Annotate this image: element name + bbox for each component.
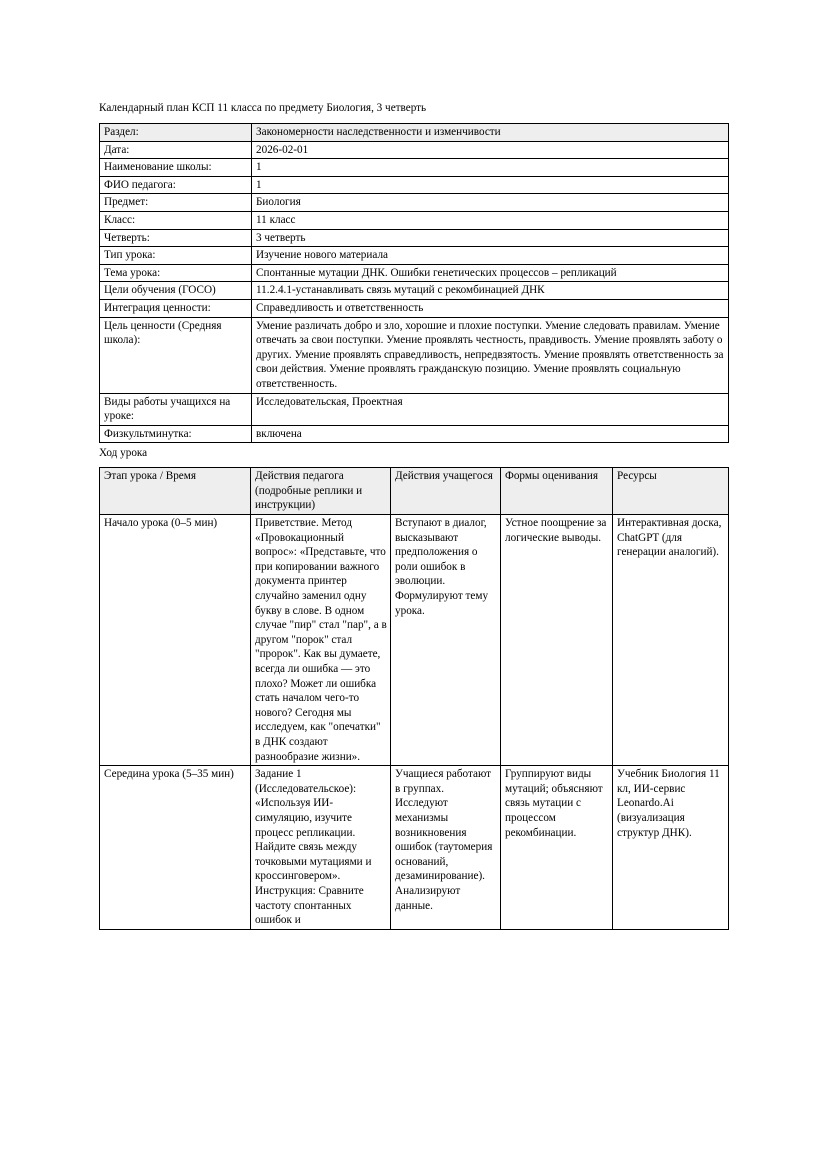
column-header: Этап урока / Время xyxy=(100,468,251,515)
table-row xyxy=(100,393,729,425)
lesson-stage-cell: Начало урока (0–5 мин) xyxy=(100,515,251,766)
info-row-label: Тема урока: xyxy=(100,264,252,282)
info-row-label: ФИО педагога: xyxy=(100,176,252,194)
column-header: Ресурсы xyxy=(613,468,729,515)
student-actions-cell: Учащиеся работают в группах. Исследуют механизмы возникновения ошибок (таутомерия оснований, дезаминирование). Анализируют данные. xyxy=(391,766,501,930)
info-row-value: 1 xyxy=(252,176,729,194)
info-row-label: Цели обучения (ГОСО) xyxy=(100,282,252,300)
table-header-row xyxy=(100,468,729,515)
info-row-label: Физкультминутка: xyxy=(100,425,252,443)
teacher-actions-cell: Задание 1 (Исследовательское): «Используя ИИ-симуляцию, изучите процесс репликации. Найдите связь между точковыми мутациями и кроссинговером». Инструкция: Сравните частоту спонтанных ошибок и xyxy=(251,766,391,930)
column-header: Действия учащегося xyxy=(391,468,501,515)
info-row-value: Биология xyxy=(252,194,729,212)
info-row-label: Цель ценности (Средняя школа): xyxy=(100,317,252,393)
info-row-label: Класс: xyxy=(100,211,252,229)
lesson-flow-body xyxy=(100,515,729,930)
info-row-label: Дата: xyxy=(100,141,252,159)
assessment-forms-cell: Группируют виды мутаций; объясняют связь мутации с процессом рекомбинации. xyxy=(501,766,613,930)
column-header: Действия педагога (подробные реплики и инструкции) xyxy=(251,468,391,515)
table-row xyxy=(100,194,729,212)
info-row-label: Интеграция ценности: xyxy=(100,299,252,317)
lesson-flow-header xyxy=(100,468,729,515)
table-row xyxy=(100,159,729,177)
info-row-label: Раздел: xyxy=(100,124,252,142)
student-actions-cell: Вступают в диалог, высказывают предположения о роли ошибок в эволюции. Формулируют тему урока. xyxy=(391,515,501,766)
info-row-value: Изучение нового материала xyxy=(252,247,729,265)
info-row-value: 1 xyxy=(252,159,729,177)
table-row xyxy=(100,124,729,142)
info-row-label: Четверть: xyxy=(100,229,252,247)
info-row-label: Наименование школы: xyxy=(100,159,252,177)
teacher-actions-cell: Приветствие. Метод «Провокационный вопрос»: «Представьте, что при копировании важного документа принтер случайно заменил одну букву в слове. В одном случае "пир" стал "пар", а в другом "порок" стал "пророк". Как вы думаете, всегда ли ошибка — это плохо? Может ли ошибка стать началом чего-то нового? Сегодня мы исследуем, как "опечатки" в ДНК создают разнообразие жизни». xyxy=(251,515,391,766)
lesson-stage-cell: Середина урока (5–35 мин) xyxy=(100,766,251,930)
table-row xyxy=(100,229,729,247)
table-row xyxy=(100,282,729,300)
table-row xyxy=(100,515,729,766)
info-row-value: Умение различать добро и зло, хорошие и плохие поступки. Умение следовать правилам. Умение отвечать за свои поступки. Умение проявлять честность, правдивость. Умение проявлять заботу о других. Умение проявлять справедливость, непредвзятость. Умение проявлять ответственность за свои действия. Умение проявлять гражданскую позицию. Умение проявлять социальную ответственность. xyxy=(252,317,729,393)
table-row xyxy=(100,247,729,265)
info-row-value: 2026-02-01 xyxy=(252,141,729,159)
table-row xyxy=(100,176,729,194)
info-row-label: Предмет: xyxy=(100,194,252,212)
info-row-value: включена xyxy=(252,425,729,443)
info-row-value: Справедливость и ответственность xyxy=(252,299,729,317)
table-row xyxy=(100,264,729,282)
table-row xyxy=(100,766,729,930)
lesson-flow-table xyxy=(99,467,729,929)
table-row xyxy=(100,299,729,317)
info-row-value: 11.2.4.1-устанавливать связь мутаций с рекомбинацией ДНК xyxy=(252,282,729,300)
lesson-info-table xyxy=(99,123,729,443)
info-row-value: Исследовательская, Проектная xyxy=(252,393,729,425)
table-row xyxy=(100,425,729,443)
lesson-info-body xyxy=(100,124,729,443)
table-row xyxy=(100,141,729,159)
document-content xyxy=(99,101,728,930)
page-title: Календарный план КСП 11 класса по предмету Биология, 3 четверть xyxy=(99,102,427,114)
resources-cell: Учебник Биология 11 кл, ИИ-сервис Leonardo.Ai (визуализация структур ДНК). xyxy=(613,766,729,930)
assessment-forms-cell: Устное поощрение за логические выводы. xyxy=(501,515,613,766)
info-row-label: Тип урока: xyxy=(100,247,252,265)
info-row-value: 11 класс xyxy=(252,211,729,229)
table-row xyxy=(100,211,729,229)
info-row-label: Виды работы учащихся на уроке: xyxy=(100,393,252,425)
resources-cell: Интерактивная доска, ChatGPT (для генерации аналогий). xyxy=(613,515,729,766)
info-row-value: Закономерности наследственности и изменчивости xyxy=(252,124,729,142)
lesson-flow-heading: Ход урока xyxy=(99,447,148,460)
table-row xyxy=(100,317,729,393)
column-header: Формы оценивания xyxy=(501,468,613,515)
info-row-value: Спонтанные мутации ДНК. Ошибки генетических процессов – репликаций xyxy=(252,264,729,282)
info-row-value: 3 четверть xyxy=(252,229,729,247)
